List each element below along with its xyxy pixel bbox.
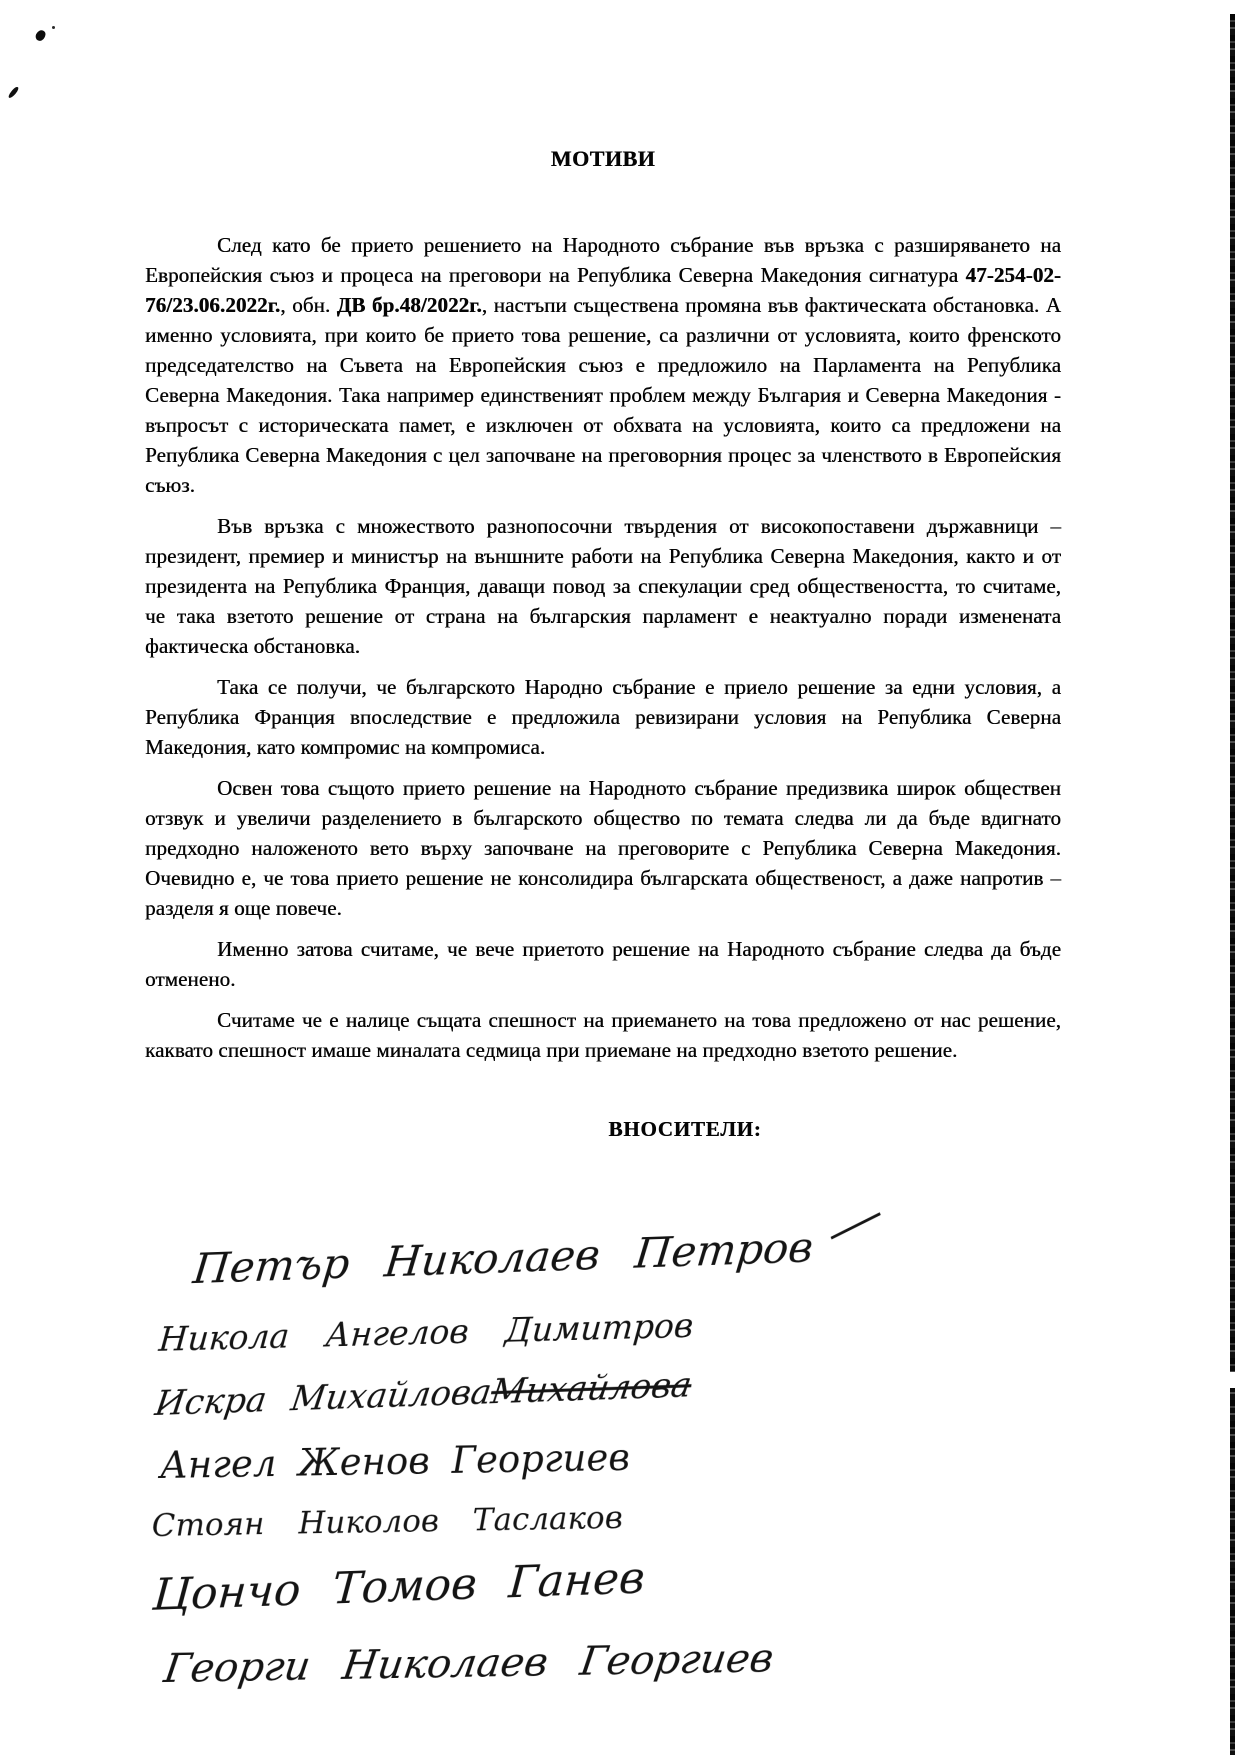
paragraph-text: Именно затова считаме, че вече приетото решение на Народното събрание следва да бъде отменено.: [145, 937, 1061, 991]
scan-speck: [52, 26, 55, 29]
paragraph-text: След като бе прието решението на Народното събрание във връзка с разширяването на Европейския съюз и процеса на преговори на Република Северна Македония сигнатура: [145, 233, 1061, 287]
paragraph-text: Във връзка с множеството разнопосочни твърдения от високопоставени държавници – президент, премиер и министър на външните работи на Република Северна Македония, както и от президента на Република Франция, даващи повод за спекулации сред обществеността, то считаме, че така взетото решение от страна на българския парламент е неактуално поради изменената фактическа обстановка.: [145, 514, 1061, 658]
signature-georgi-georgiev: [156, 1629, 1155, 1726]
signature-text: Ангел Женов Георгиев: [159, 1435, 631, 1487]
signature-text: Стоян Николов Таслаков: [151, 1499, 624, 1544]
signature-text: Никола Ангелов Димитров: [157, 1305, 695, 1360]
scan-speck: [7, 86, 20, 98]
paragraph-text: Освен това същото прието решение на Народното събрание предизвика широк обществен отзвук и увеличи разделението в българското общество по темата следва ли да бъде вдигнато предходно наложеното вето върху започване на преговорите с Република Северна Македония. Очевидно е, че това прието решение не консолидира българската общественост, а даже напротив – разделя я още повече.: [145, 776, 1061, 920]
document-title: МОТИВИ: [550, 146, 656, 171]
signature-text-struck: Михайлова: [488, 1365, 695, 1413]
scan-edge-artifact: [1230, 14, 1235, 1755]
paragraph-text: , обн.: [280, 293, 337, 317]
paragraph-1: [145, 230, 1061, 500]
paragraph-4: [145, 773, 1061, 923]
submitters-heading: ВНОСИТЕЛИ:: [608, 1117, 762, 1141]
paragraph-text: , настъпи съществена промяна във фактическата обстановка. А именно условията, при които бе прието това решение, са различни от условията, които френското председателство на Съвета на Европейския съюз е предложило на Парламента на Република Северна Македония. Така например единственият проблем между България и Северна Македония - въпросът с историческата памет, е изключен от обхвата на условията, които са предложени на Република Северна Македония с цел започване на преговорния процес за членството в Европейския съюз.: [145, 293, 1061, 497]
paragraph-3: [145, 672, 1061, 762]
bold-gazette-reference: ДВ бр.48/2022г.: [336, 293, 482, 317]
scan-speck: [34, 29, 47, 43]
signature-text: Георги Николаев Георгиев: [161, 1635, 777, 1693]
paragraph-6: [145, 1005, 1061, 1065]
pen-stroke: [831, 1212, 881, 1239]
bold-reference-number: 47-254-02-76/23.06.2022г.: [145, 263, 1061, 317]
signature-text: Петър Николаев Петров: [190, 1222, 816, 1294]
paragraph-5: [145, 934, 1061, 994]
paragraph-text: Така се получи, че българското Народно събрание е приело решение за едни условия, а Република Франция впоследствие е предложила ревизирани условия на Република Северна Македония, като компромис на компромиса.: [145, 675, 1061, 759]
signature-text: Искра Михайлова: [152, 1372, 495, 1425]
paragraph-2: [145, 511, 1061, 661]
document-body: [145, 146, 1061, 1142]
paragraph-text: Считаме че е налице същата спешност на приемането на това предложено от нас решение, каквато спешност имаше миналата седмица при приемане на предходно взетото решение.: [145, 1008, 1061, 1062]
signature-text: Цончо Томов Ганев: [151, 1552, 647, 1622]
signatures-block: [150, 1222, 1150, 1726]
